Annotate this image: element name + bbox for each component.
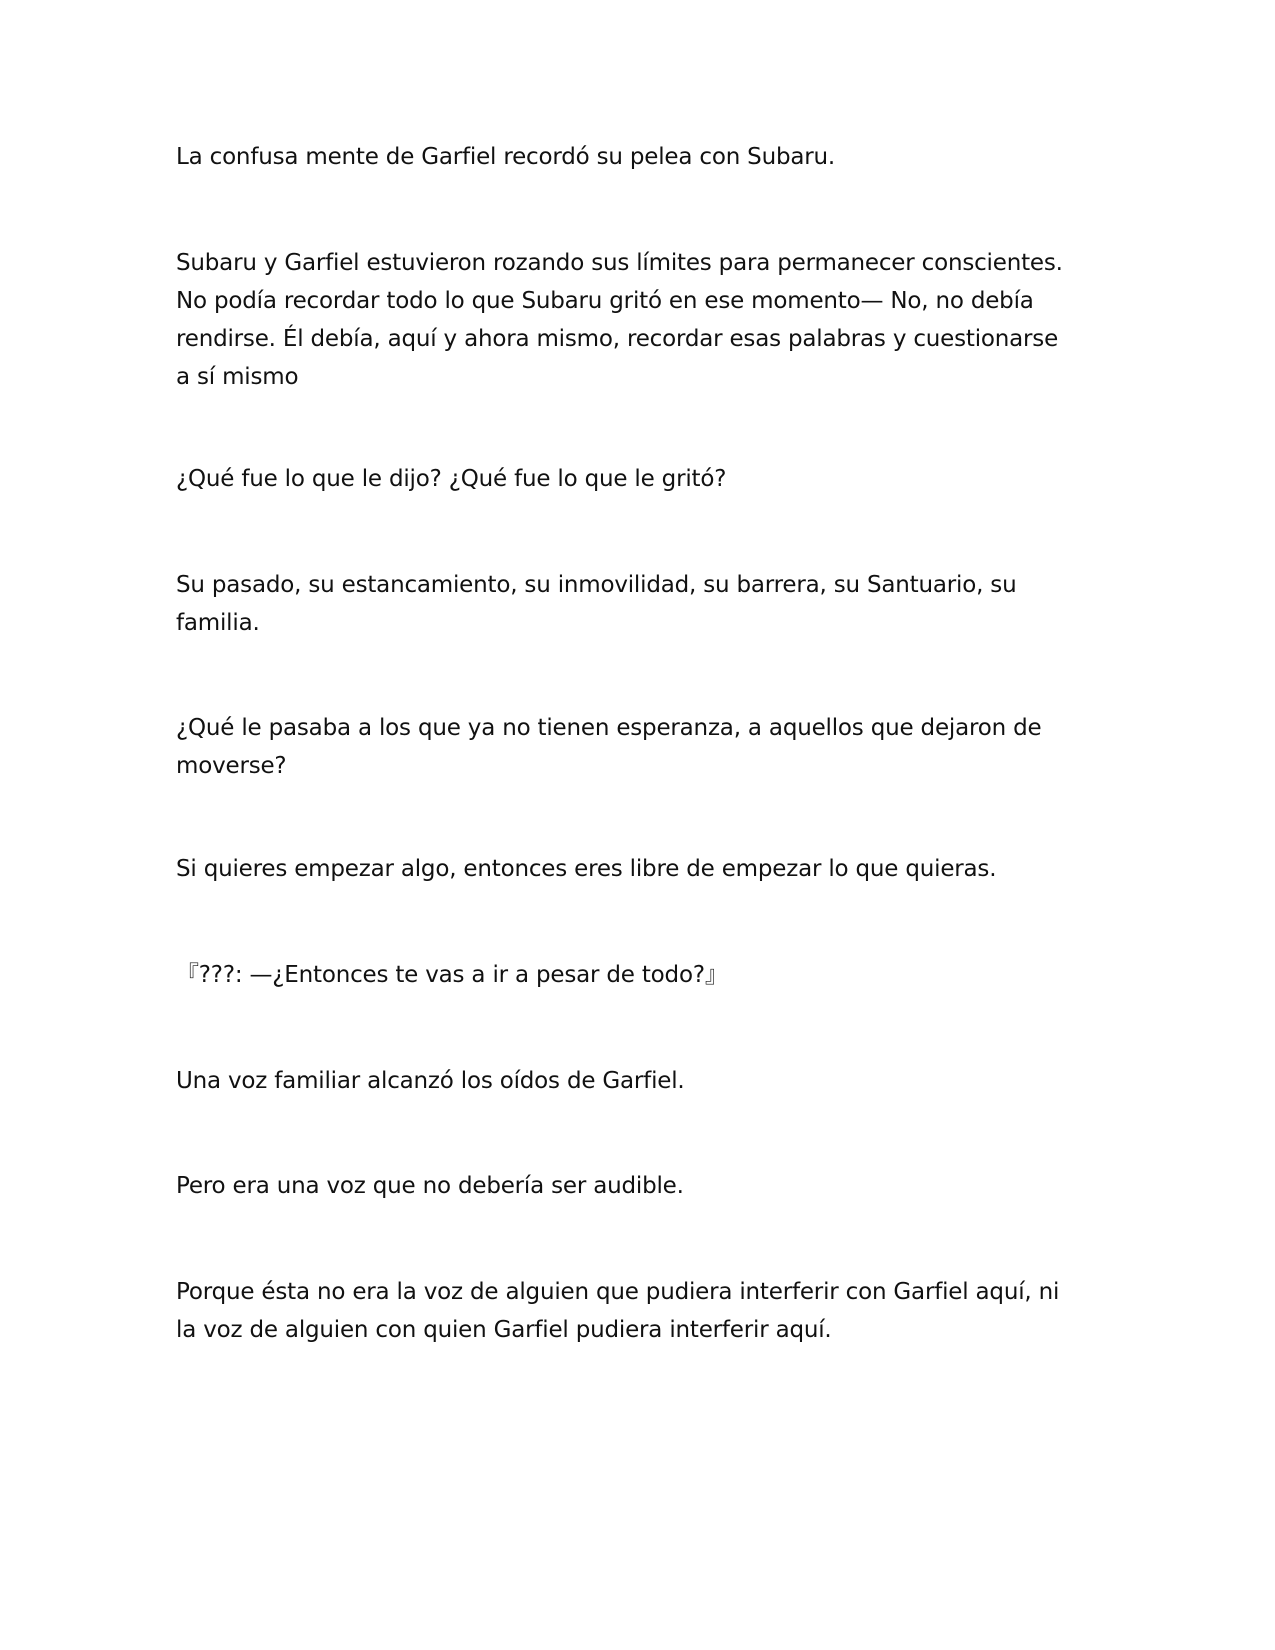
paragraph-4	[176, 566, 1116, 642]
paragraph-line: Subaru y Garfiel estuvieron rozando sus límites para permanecer conscientes.	[176, 250, 1063, 276]
paragraph-line: rendirse. Él debía, aquí y ahora mismo, recordar esas palabras y cuestionarse	[176, 326, 1059, 352]
paragraph-line: Pero era una voz que no debería ser audible.	[176, 1173, 684, 1199]
paragraph-line: La confusa mente de Garfiel recordó su pelea con Subaru.	[176, 144, 836, 170]
paragraph-line: ¿Qué fue lo que le dijo? ¿Qué fue lo que le gritó?	[176, 466, 727, 492]
paragraph-8	[176, 1062, 1116, 1100]
paragraph-10	[176, 1273, 1116, 1349]
paragraph-line: Su pasado, su estancamiento, su inmovilidad, su barrera, su Santuario, su	[176, 572, 1017, 598]
paragraph-line: Una voz familiar alcanzó los oídos de Garfiel.	[176, 1068, 685, 1094]
paragraph-9	[176, 1167, 1116, 1205]
paragraph-6	[176, 850, 1116, 888]
paragraph-1	[176, 138, 1116, 176]
paragraph-line: la voz de alguien con quien Garfiel pudiera interferir aquí.	[176, 1317, 832, 1343]
paragraph-line: familia.	[176, 610, 260, 636]
paragraph-line: No podía recordar todo lo que Subaru gritó en ese momento— No, no debía	[176, 288, 1034, 314]
paragraph-3	[176, 460, 1116, 498]
paragraph-7-dialogue	[176, 956, 1116, 994]
paragraph-2	[176, 244, 1116, 396]
paragraph-line: Porque ésta no era la voz de alguien que pudiera interferir con Garfiel aquí, ni	[176, 1279, 1060, 1305]
paragraph-5	[176, 709, 1116, 785]
paragraph-line: moverse?	[176, 753, 287, 779]
dialogue-line: 『???: —¿Entonces te vas a ir a pesar de todo?』	[176, 962, 728, 988]
paragraph-line: Si quieres empezar algo, entonces eres libre de empezar lo que quieras.	[176, 856, 997, 882]
paragraph-line: ¿Qué le pasaba a los que ya no tienen esperanza, a aquellos que dejaron de	[176, 715, 1042, 741]
paragraph-line: a sí mismo	[176, 364, 299, 390]
